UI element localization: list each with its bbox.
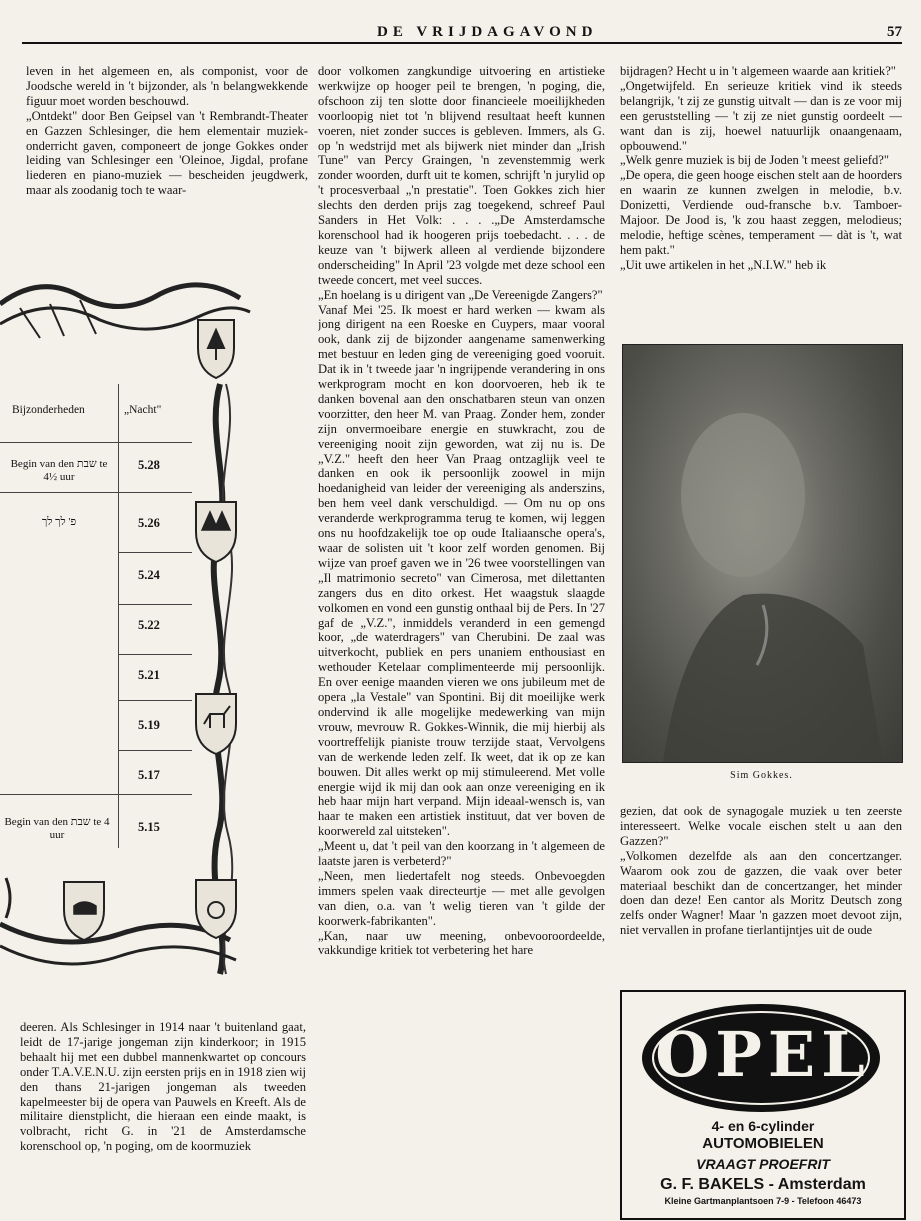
row-divider xyxy=(118,604,192,605)
table-header-details: Bijzonderheden xyxy=(12,404,85,416)
table-header-night: „Nacht" xyxy=(124,404,162,416)
newspaper-title: DE VRIJDAGAVOND xyxy=(377,24,598,40)
paragraph: bijdragen? Hecht u in 't algemeen waarde aan kritiek?" xyxy=(620,64,896,78)
table-time: 5.19 xyxy=(138,718,160,732)
paragraph: deeren. Als Schlesinger in 1914 naar 't buitenland gaat, leidt de 17-jarige jongeman zijn kinderkoor; in 1915 behaalt hij met een dubbel mannenkwartet op concours onder T.A.V.E.N.U. zijn eersten prijs en in 1918 zien wij den thans 21-jarigen jongeman als tweeden kapelmeester bij de opera van Pauwels en Kreeft. Als de militaire dienstplicht, die hieraan een einde maakt, is volbracht, richt G. in '21 de Amsterdamsche korenschool op, 'n poging, om de koormuziek xyxy=(20,1020,306,1154)
paragraph: Vanaf Mei '25. Ik moest er hard werken — kwam als jong dirigent na een Roeske en Cuypers, maar vooral ook, dank zij de bijzonder aangename samenwerking met bestuur en leden ging de vereeniging goed vooruit. Dat ik in 't tweede jaar 'n ingrijpende verandering in ons werkprogram mocht en kon doorvoeren, heb ik te danken bovenal aan den onschatbaren steun van onzen voorzitter, den heer M. van Praag. Zonder hem, zonder zijn onvermoeibare energie en stuwkracht, zou de vereeniging nooit zijn geworden, wat zij nu is. De „V.Z." heeft den heer Van Praag ontzaglijk veel te danken en ook ik persoonlijk zoowel in mijn hoedanigheid van leider der vereeniging als anderszins, ben hem veel dank verschuldigd. — Om nu op ons veranderde werkprogramma terug te komen, wij leggen ons nu hoofdzakelijk toe op oude Italiaansche opera's, waar de solisten uit 't koor zelf worden genomen. Bij wijze van proef gaven we in '26 twee voorstellingen van „Il matrimonio secreto" van Cimerosa, met dilettanten zangers dus en dito orkest. Het waagstuk slaagde volkomen en vond een gunstig onthaal bij de Pers. In '27 gaf de „V.Z.", inmiddels veranderd in een gemengd koor, „de waterdragers" van Cherubini. De zaal was uitverkocht, publiek en pers unaniem enthousiast en wethouder Ketelaar complimenteerde mij persoonlijk. En over eenige maanden vieren we ons jubileum met de opera „la Vestale" van Spontini. Bij dit moeilijke werk ondervind ik alle mogelijke medewerking van mijn vrouw, mevrouw R. Gokkes-Winnik, die mij hierbij als voortreffelijk pianiste trouw terzijde staat, Vervolgens van de werkende leden zelf. Ik weet, dat ik op ze kan bouwen. Dit alles werkt op mij stimuleerend. Met volle energie wijd ik mij dan ook aan onze vereeniging en ik heb haar mijn hart verpand. Mijn ideaal-wensch is, van haar te maken een artistiek instituut, dat ver boven de koorwereld zal uitsteken". xyxy=(318,302,605,839)
opel-brand: OPEL xyxy=(655,1018,871,1091)
table-note: פ' לך לך xyxy=(41,516,77,528)
row-divider xyxy=(0,442,192,443)
paragraph: „En hoelang is u dirigent van „De Vereenigde Zangers?" xyxy=(318,287,603,302)
paragraph: „Ongetwijfeld. En serieuze kritiek vind ik steeds belangrijk, 't zij ze gunstig uitvalt — dan is ze voor mij een geruststelling — 't zij ze niet gunstig oordeelt — want dan is zij, hoewel natuurlijk onaangenaam, opbouwend." xyxy=(620,78,902,153)
table-note: Begin van den שבת te 4½ uur xyxy=(10,458,108,483)
ad-line-2: AUTOMOBIELEN xyxy=(702,1135,824,1152)
paragraph: „De opera, die geen hooge eischen stelt aan de hoorders en waarin ze kunnen zwelgen in melodie, b.v. Donizetti, Verdiende oud-fransche b.v. Tamboer-Majoor. De Jood is, 'k zou haast zeggen, melodieus; melodie, heftige scènes, temperament — dàt is 't, wat hem pakt." xyxy=(620,168,902,257)
paragraph: „Meent u, dat 't peil van den koorzang in 't algemeen de laatste jaren is verbeterd?" xyxy=(318,839,605,869)
paragraph: „Neen, men liedertafelt nog steeds. Onbevoegden immers spelen vaak directeurtje — met alle gevolgen van dien, o.a. van 't welig tieren van 't gilde der koorwerk-fabrikanten". xyxy=(318,868,605,928)
table-time: 5.24 xyxy=(138,568,160,582)
ad-line-1: 4- en 6-cylinder xyxy=(711,1118,815,1134)
left-column-top xyxy=(26,64,308,222)
photo-caption: Sim Gokkes. xyxy=(730,770,793,781)
opel-advertisement xyxy=(620,990,906,1220)
ad-dealer: G. F. BAKELS - Amsterdam xyxy=(660,1176,866,1193)
page-header xyxy=(22,24,902,46)
column-divider xyxy=(118,384,119,848)
table-time: 5.26 xyxy=(138,516,160,530)
row-divider xyxy=(118,552,192,553)
paragraph: „Uit uwe artikelen in het „N.I.W." heb ik xyxy=(620,257,827,272)
paragraph: „Ontdekt" door Ben Geipsel van 't Rembrandt-Theater en Gazzen Schlesinger, die hem elementair muziek-onderricht gaven, componeert de jonge Gokkes onder leiding van Schlesinger een 'Oleinoe, Jigdal, profane liederen en piano-muziek — bescheiden jeugdwerk, maar als zoodanig toch te waar- xyxy=(26,108,308,198)
table-time: 5.15 xyxy=(138,820,160,834)
table-time: 5.17 xyxy=(138,768,160,782)
paragraph: leven in het algemeen en, als componist, voor de Joodsche wereld in 't bijzonder, als 'n belangwekkende figuur moet worden beschouwd. xyxy=(26,64,308,108)
table-time: 5.21 xyxy=(138,668,160,682)
portrait-photo xyxy=(622,344,903,763)
row-divider xyxy=(118,654,192,655)
right-column-top xyxy=(620,64,902,326)
right-column-middle xyxy=(620,804,902,980)
left-column-bottom xyxy=(20,1020,306,1220)
paragraph: door volkomen zangkundige uitvoering en artistieke werkwijze op hooger peil te brengen, 'n poging, die, ofschoon zij ten slotte door financieele moeilijkheden voorloopig niet tot 'n blijvend resultaat heeft kunnen voeren, niet zonder succes is gebleven. Immers, als G. op 'n wedstrijd met als bijwerk niet minder dan „Irish Tune" van Percy Graingen, 'n zevenstemmig werk zonder woorden, durft uit te komen, schrijft 'n jurylid op 't procesverbaal „'n prestatie". Toen Gokkes zich hier slechts den derden prijs zag toegekend, schreef Paul Sanders in Het Volk: . . . .„De Amsterdamsche korenschool had ik hoogeren prijs toebedacht. . . . de keuze van 't bijwerk alleen al verdiende bijzondere onderscheiding" In April '23 volgde met deze school een tweede concert, met veel succes. xyxy=(318,64,605,287)
table-time: 5.22 xyxy=(138,618,160,632)
row-divider xyxy=(118,700,192,701)
paragraph: „Kan, naar uw meening, onbevooroordeelde, vakkundige kritiek tot verbetering het hare xyxy=(318,928,605,958)
table-note: Begin van den שבת te 4 uur xyxy=(4,816,110,841)
ad-address: Kleine Gartmanplantsoen 7-9 - Telefoon 46473 xyxy=(664,1196,862,1206)
middle-column xyxy=(318,64,605,1216)
header-rule xyxy=(22,42,902,44)
paragraph: „Volkomen dezelfde als aan den concertzanger. Waarom ook zou de gazzen, die vaak over beter materiaal beschikt dan de concertzanger, het minder doen dan deze! Een cantor als Moritz Deutsch zong zelfs onder Wagner! Maar 'n gazzen moet devoot zijn, niet vervallen in profane tierlantijntjes uit de oude xyxy=(620,848,902,938)
row-divider xyxy=(0,492,192,493)
portrait-silhouette xyxy=(623,345,902,762)
table-time: 5.28 xyxy=(138,458,160,472)
row-divider xyxy=(118,750,192,751)
paragraph: gezien, dat ook de synagogale muziek u ten zeerste interesseert. Welke vocale eischen stelt u aan den Gazzen?" xyxy=(620,804,902,848)
row-divider xyxy=(0,794,192,795)
sabbath-times-table xyxy=(0,234,312,1012)
paragraph: „Welk genre muziek is bij de Joden 't meest geliefd?" xyxy=(620,153,890,168)
ad-line-3: VRAAGT PROEFRIT xyxy=(696,1156,830,1172)
page-number: 57 xyxy=(887,24,902,40)
